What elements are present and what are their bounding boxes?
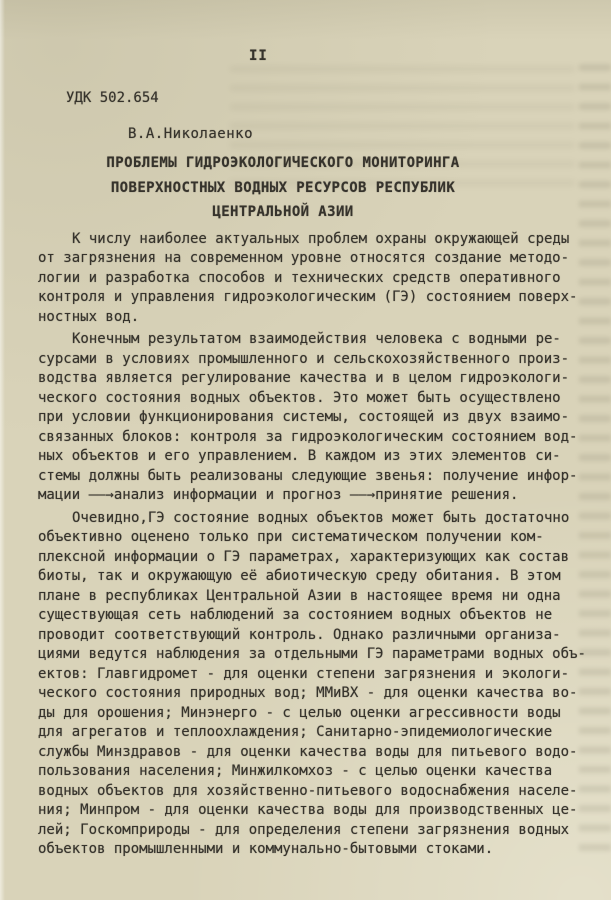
text-line: проводит соответствующий контроль. Однако различными организа- <box>38 626 561 643</box>
text-line: ческого состояния природных вод; ММиВХ - для оценки качества во- <box>38 685 578 702</box>
text-line: К числу наиболее актуальных проблем охраны окружающей среды <box>72 230 570 247</box>
title-line: ЦЕНТРАЛЬНОЙ АЗИИ <box>212 204 354 221</box>
text-line: связанных блоков: контроля за гидроэкологическим состоянием вод- <box>38 428 578 445</box>
text-line: ных объектов и его управлением. В каждом из этих элементов си- <box>38 448 561 465</box>
text-line: от загрязнения на современном уровне относятся создание методо- <box>38 250 570 267</box>
text-line: пользования населения; Минжилкомхоз - с целью оценки качества <box>38 763 553 780</box>
text-line: логии и разработка способов и технических средств оперативного <box>38 269 561 286</box>
text-line: циями ведутся наблюдения за отдельными ГЭ параметрами водных объ- <box>38 646 586 663</box>
text-line: объективно оценено только при систематическом получении ком- <box>38 529 544 546</box>
text-line: для агрегатов и теплоохлаждения; Санитарно-эпидемиологические <box>38 724 553 741</box>
text-line: мации ——→анализ информации и прогноз ——→принятие решения. <box>38 487 519 504</box>
title-line: ПРОБЛЕМЫ ГИДРОЭКОЛОГИЧЕСКОГО МОНИТОРИНГА <box>106 155 460 171</box>
text-line: объектов промышленными и коммунально-бытовыми стоками. <box>38 841 494 858</box>
text-line: биоты, так и окружающую её абиотическую среду обитания. В этом <box>38 568 561 585</box>
text-line: водства является регулирование качества и в целом гидроэкологи- <box>38 370 570 387</box>
text-line: водных объектов для хозяйственно-питьевого водоснабжения населе- <box>38 782 578 799</box>
text-line: контроля и управления гидроэкологическим (ГЭ) состоянием поверх- <box>38 289 578 306</box>
text-line: службы Минздравов - для оценки качества воды для питьевого водо- <box>38 743 578 760</box>
title-line: ПОВЕРХНОСТНЫХ ВОДНЫХ РЕСУРСОВ РЕСПУБЛИК <box>110 179 456 196</box>
text-line: плексной информации о ГЭ параметрах, характеризующих как состав <box>38 548 570 565</box>
paragraph <box>38 230 611 328</box>
article-title <box>13 151 553 225</box>
paragraph <box>38 330 611 506</box>
text-line: ческого состояния водных объектов. Это может быть осуществлено <box>38 389 561 406</box>
text-line: лей; Госкомприроды - для определения степени загрязнения водных <box>38 821 570 838</box>
text-line: сурсами в условиях промышленного и сельскохозяйственного произ- <box>38 350 570 367</box>
text-line: плане в республиках Центральной Азии в настоящее время ни одна <box>38 587 561 604</box>
text-line: ектов: Главгидромет - для оценки степени загрязнения и экологи- <box>38 665 570 682</box>
text-line: при условии функционирования системы, состоящей из двух взаимо- <box>38 409 570 426</box>
text-line: стемы должны быть реализованы следующие звенья: получение инфор- <box>38 467 578 484</box>
paragraph <box>38 509 611 860</box>
body-text <box>38 230 611 860</box>
text-line: Очевидно,ГЭ состояние водных объектов может быть достаточно <box>72 509 570 526</box>
text-line: ния; Минпром - для оценки качества воды для производственных це- <box>38 802 578 819</box>
author-name: В.А.Николаенко <box>128 126 254 142</box>
text-line: существующая сеть наблюдений за состоянием водных объектов не <box>38 607 553 624</box>
udc-code: УДК 502.654 <box>66 90 159 106</box>
text-line: Конечным результатом взаимодействия человека с водными ре- <box>72 331 561 348</box>
text-line: ды для орошения; Минэнерго - с целью оценки агрессивности воды <box>38 704 561 721</box>
text-line: ностных вод. <box>38 308 140 325</box>
page-number: II <box>249 48 268 64</box>
